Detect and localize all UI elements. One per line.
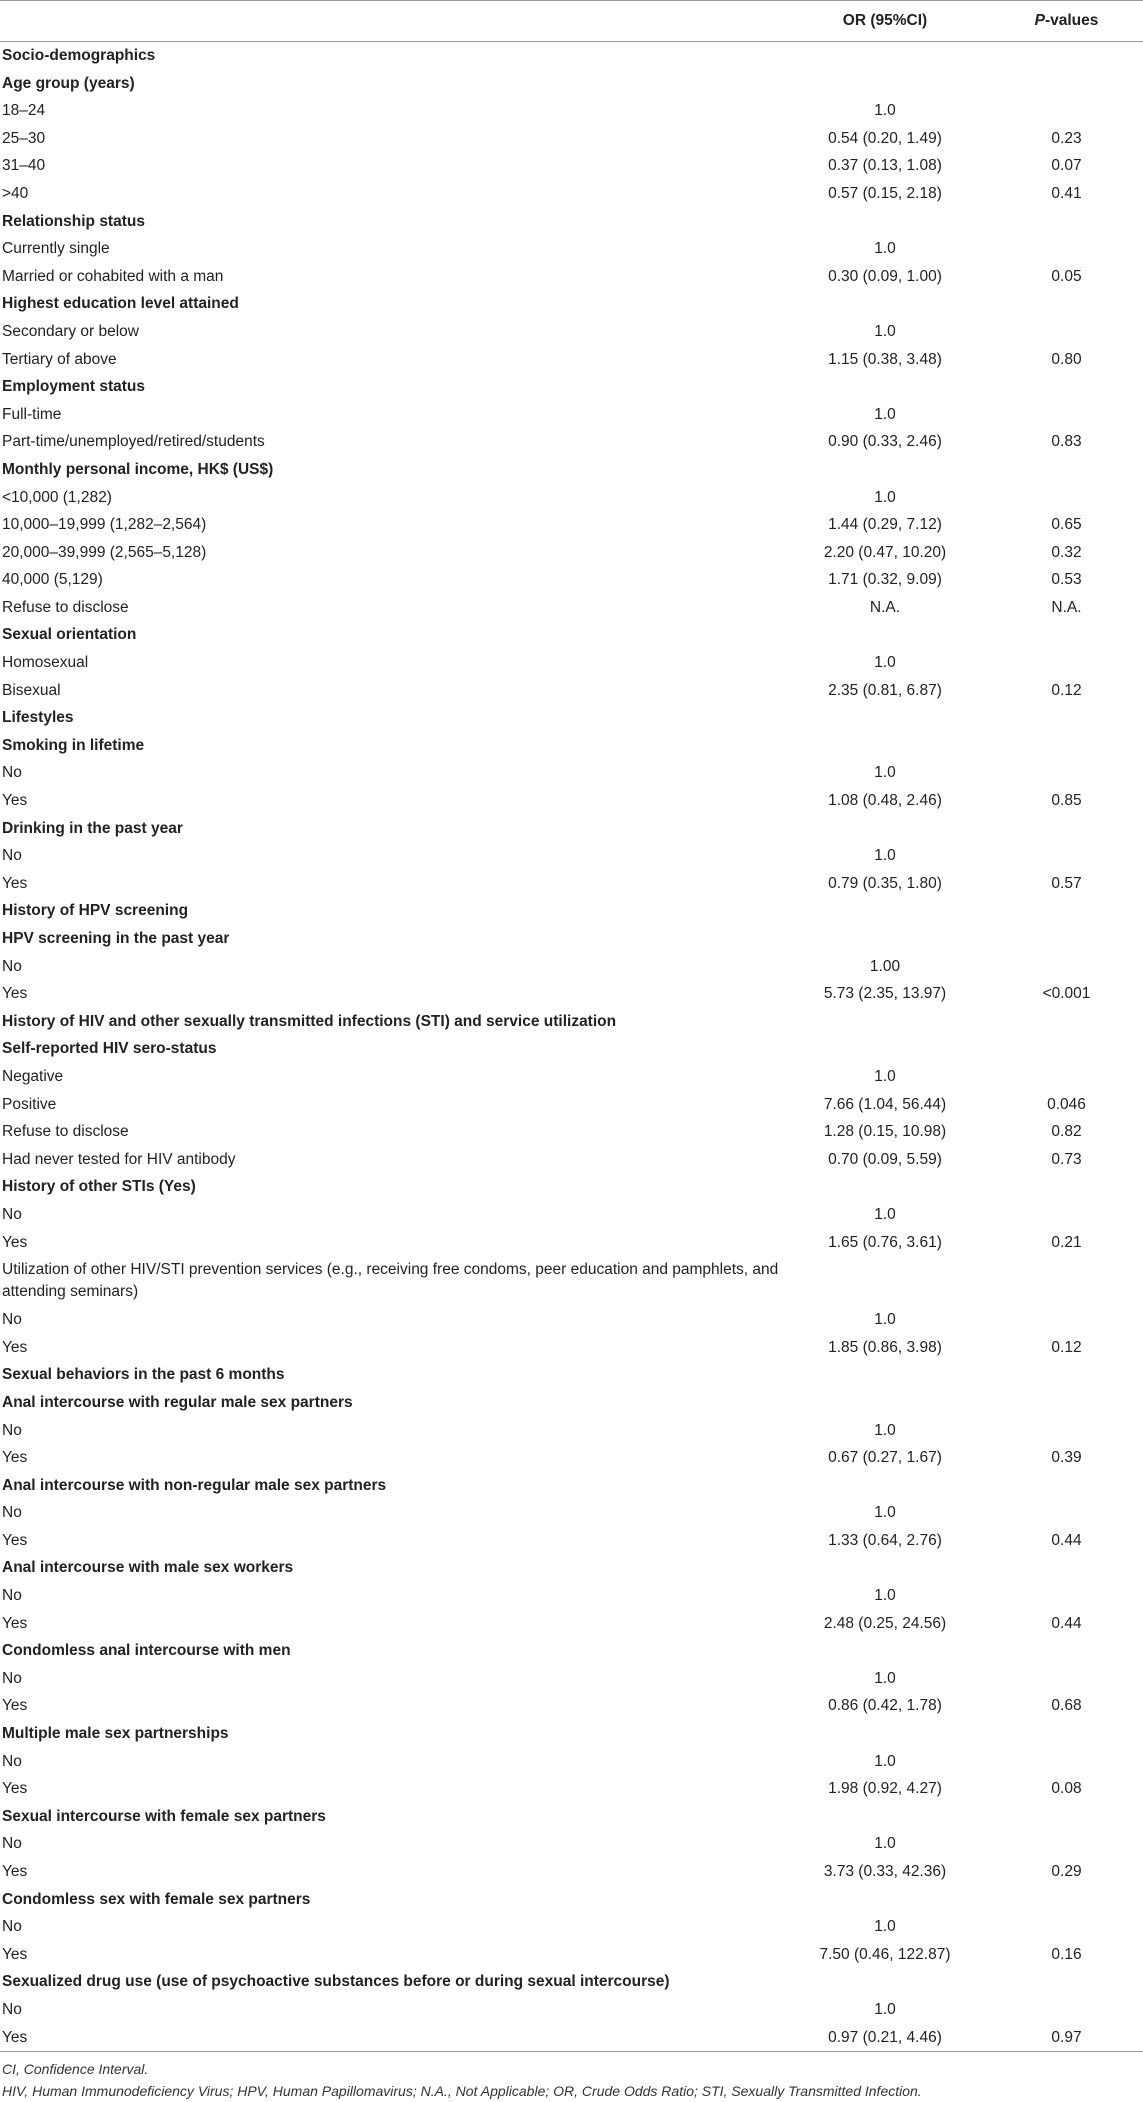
odds-ratio-cell: [780, 1968, 990, 1996]
odds-ratio-cell: 1.44 (0.29, 7.12): [828, 516, 942, 534]
row-label: 18–24: [2, 102, 46, 120]
odds-ratio-cell: 1.15 (0.38, 3.48): [828, 350, 942, 368]
p-value-cell: [990, 1201, 1143, 1229]
variable-heading-row: [0, 70, 1143, 98]
p-value-cell: [990, 759, 1143, 787]
variable-heading-row: [0, 1637, 1143, 1665]
odds-ratio-cell: 1.0: [874, 1669, 896, 1687]
table-row: [0, 1499, 1143, 1527]
table-row: [0, 1692, 1143, 1720]
odds-ratio-cell: [780, 1256, 990, 1306]
table-row: [0, 1306, 1143, 1334]
section-heading-row: [0, 704, 1143, 732]
row-label: Sexual intercourse with female sex partners: [2, 1807, 326, 1825]
table-row: [0, 1444, 1143, 1472]
variable-heading-row: [0, 925, 1143, 953]
header-blank: [0, 1, 780, 42]
odds-ratio-cell: 1.33 (0.64, 2.76): [828, 1531, 942, 1549]
table-row: [0, 180, 1143, 208]
odds-ratio-cell: [780, 1720, 990, 1748]
odds-ratio-cell: 1.0: [874, 405, 896, 423]
table-row: [0, 1665, 1143, 1693]
odds-ratio-cell: 1.71 (0.32, 9.09): [828, 571, 942, 589]
row-label: Lifestyles: [2, 709, 74, 727]
table-header-row: [0, 1, 1143, 42]
table-row: [0, 1748, 1143, 1776]
footnote-abbreviations: HIV, Human Immunodeficiency Virus; HPV, Human Papillomavirus; N.A., Not Applicable; OR, Crude Odds Ratio; STI, Sexually Transmitted Infection.: [2, 2083, 922, 2100]
p-value-cell: 0.80: [1051, 350, 1082, 368]
odds-ratio-cell: 0.79 (0.35, 1.80): [828, 874, 942, 892]
p-value-cell: [990, 373, 1143, 401]
p-value-cell: 0.05: [1051, 267, 1082, 285]
p-value-cell: 0.23: [1051, 129, 1082, 147]
variable-heading-row: [0, 1173, 1143, 1201]
table-row: [0, 152, 1143, 180]
p-value-cell: [990, 1913, 1143, 1941]
row-label: Anal intercourse with regular male sex partners: [2, 1393, 353, 1411]
p-value-cell: 0.07: [1051, 157, 1082, 175]
odds-ratio-cell: 1.08 (0.48, 2.46): [828, 792, 942, 810]
row-label: Yes: [2, 985, 28, 1003]
variable-heading-row: [0, 208, 1143, 236]
row-label: Anal intercourse with non-regular male sex partners: [2, 1476, 387, 1494]
row-label: Highest education level attained: [2, 295, 239, 313]
row-label: HPV screening in the past year: [2, 930, 230, 947]
row-label: No: [2, 1311, 22, 1329]
table-row: [0, 1063, 1143, 1091]
row-label: Self-reported HIV sero-status: [2, 1040, 217, 1058]
p-value-cell: [990, 1637, 1143, 1665]
p-value-cell: 0.44: [1051, 1614, 1082, 1632]
p-value-cell: [990, 1996, 1143, 2024]
section-heading-row: [0, 42, 1143, 70]
odds-ratio-cell: 1.0: [874, 2000, 896, 2018]
row-label: 40,000 (5,129): [2, 571, 103, 589]
row-label: Positive: [2, 1095, 57, 1113]
header-or: OR (95%CI): [780, 1, 990, 42]
odds-ratio-cell: 1.98 (0.92, 4.27): [828, 1780, 942, 1798]
table-row: [0, 1830, 1143, 1858]
variable-heading-row: [0, 1389, 1143, 1417]
row-label: Yes: [2, 1233, 28, 1251]
row-label: >40: [2, 184, 29, 202]
p-value-cell: N.A.: [1051, 598, 1082, 616]
p-value-cell: 0.83: [1051, 433, 1082, 451]
row-label: Refuse to disclose: [2, 1123, 129, 1141]
variable-heading-row: [0, 290, 1143, 318]
p-value-cell: 0.29: [1051, 1863, 1082, 1880]
odds-ratio-cell: 1.00: [869, 957, 901, 975]
row-label: Refuse to disclose: [2, 598, 129, 616]
p-value-cell: [990, 925, 1143, 953]
variable-heading-row: [0, 1886, 1143, 1914]
row-label: History of other STIs (Yes): [2, 1178, 196, 1196]
p-value-cell: [990, 897, 1143, 925]
row-label: Yes: [2, 1945, 28, 1963]
p-value-cell: 0.39: [1051, 1449, 1082, 1467]
p-value-cell: [990, 401, 1143, 429]
odds-ratio-cell: [780, 897, 990, 925]
p-value-cell: 0.32: [1051, 543, 1082, 561]
odds-ratio-cell: [780, 290, 990, 318]
row-label: Utilization of other HIV/STI prevention services (e.g., receiving free condoms, peer education and pamphlets, and attending seminars): [2, 1261, 779, 1301]
odds-ratio-cell: [780, 925, 990, 953]
p-value-cell: [990, 484, 1143, 512]
p-value-cell: 0.44: [1051, 1531, 1082, 1549]
row-label: No: [2, 1835, 22, 1853]
table-row: [0, 318, 1143, 346]
odds-ratio-cell: 1.0: [874, 1752, 896, 1770]
odds-ratio-cell: [780, 373, 990, 401]
p-value-cell: [990, 621, 1143, 649]
section-heading-row: [0, 1008, 1143, 1036]
p-value-cell: 0.12: [1051, 1338, 1082, 1356]
odds-ratio-cell: [780, 42, 990, 70]
row-label: 20,000–39,999 (2,565–5,128): [2, 543, 207, 561]
odds-ratio-cell: [780, 208, 990, 236]
odds-ratio-cell: 3.73 (0.33, 42.36): [823, 1863, 947, 1880]
row-label: No: [2, 1421, 22, 1439]
table-row: [0, 1775, 1143, 1803]
table-row: [0, 1527, 1143, 1555]
odds-ratio-cell: 7.66 (1.04, 56.44): [823, 1095, 947, 1113]
odds-ratio-cell: 0.30 (0.09, 1.00): [828, 267, 942, 285]
variable-heading-row: [0, 1554, 1143, 1582]
odds-ratio-cell: [780, 1035, 990, 1063]
p-value-cell: 0.08: [1051, 1780, 1082, 1798]
odds-ratio-cell: [780, 815, 990, 843]
row-label: Secondary or below: [2, 322, 139, 340]
row-label: History of HIV and other sexually transmitted infections (STI) and service utilization: [2, 1012, 617, 1030]
table-row: [0, 511, 1143, 539]
p-value-cell: [990, 1306, 1143, 1334]
p-value-cell: [990, 97, 1143, 125]
odds-ratio-cell: 0.70 (0.09, 5.59): [828, 1150, 942, 1168]
p-value-cell: [990, 842, 1143, 870]
p-value-cell: [990, 1886, 1143, 1914]
p-value-cell: [990, 732, 1143, 760]
p-value-cell: 0.57: [1051, 874, 1082, 892]
p-value-cell: 0.68: [1051, 1697, 1082, 1715]
table-row: [0, 677, 1143, 705]
p-value-cell: <0.001: [1042, 985, 1091, 1003]
table-row: [0, 1417, 1143, 1445]
odds-ratio-cell: 2.35 (0.81, 6.87): [828, 681, 942, 699]
section-heading-row: [0, 897, 1143, 925]
row-label: Sexualized drug use (use of psychoactive substances before or during sexual intercourse): [2, 1973, 670, 1991]
odds-ratio-cell: [780, 1173, 990, 1201]
table-row: [0, 1091, 1143, 1119]
row-label: Yes: [2, 874, 28, 892]
row-label: Socio-demographics: [2, 47, 156, 64]
variable-heading-row: [0, 373, 1143, 401]
row-label: Married or cohabited with a man: [2, 267, 224, 285]
variable-heading-row: [0, 1968, 1143, 1996]
p-value-cell: [990, 1499, 1143, 1527]
table-row: [0, 1582, 1143, 1610]
table-body: [0, 42, 1143, 2052]
row-label: 31–40: [2, 157, 46, 175]
odds-ratio-cell: [780, 1361, 990, 1389]
p-value-cell: [990, 1008, 1143, 1036]
odds-ratio-cell: [780, 704, 990, 732]
p-value-cell: [990, 815, 1143, 843]
row-label: Yes: [2, 1697, 28, 1715]
row-label: <10,000 (1,282): [2, 488, 112, 506]
row-label: Yes: [2, 1449, 28, 1467]
odds-ratio-cell: 1.0: [874, 654, 896, 672]
odds-ratio-cell: [780, 1472, 990, 1500]
row-label: No: [2, 1587, 22, 1605]
row-label: Employment status: [2, 378, 145, 396]
row-label: Relationship status: [2, 212, 145, 230]
p-value-cell: 0.73: [1051, 1150, 1082, 1168]
row-label: Yes: [2, 1338, 28, 1356]
table-row: [0, 759, 1143, 787]
variable-heading-row: [0, 1803, 1143, 1831]
row-label: Bisexual: [2, 681, 61, 699]
row-label: Yes: [2, 1531, 28, 1549]
p-value-cell: [990, 318, 1143, 346]
row-label: Yes: [2, 792, 28, 810]
table-row: [0, 125, 1143, 153]
p-value-cell: [990, 1063, 1143, 1091]
p-value-cell: 0.12: [1051, 681, 1082, 699]
table-row: [0, 1334, 1143, 1362]
row-label: No: [2, 1504, 22, 1522]
p-value-cell: [990, 1968, 1143, 1996]
p-value-cell: [990, 1361, 1143, 1389]
row-label: Had never tested for HIV antibody: [2, 1150, 236, 1168]
p-value-cell: [990, 953, 1143, 981]
odds-ratio-cell: 1.0: [874, 102, 896, 120]
row-label: No: [2, 957, 22, 975]
odds-ratio-cell: [780, 621, 990, 649]
p-value-cell: [990, 1035, 1143, 1063]
variable-heading-row: [0, 732, 1143, 760]
odds-ratio-cell: 7.50 (0.46, 122.87): [819, 1945, 951, 1963]
table-row: [0, 346, 1143, 374]
p-value-cell: [990, 235, 1143, 263]
row-label: Age group (years): [2, 74, 135, 92]
p-value-cell: 0.97: [990, 2024, 1143, 2052]
row-label: Drinking in the past year: [2, 819, 183, 837]
table-row: [0, 1118, 1143, 1146]
variable-heading-row: [0, 1035, 1143, 1063]
p-value-cell: 0.65: [1051, 516, 1082, 534]
p-value-cell: 0.41: [1051, 184, 1082, 202]
table-row: [0, 1996, 1143, 2024]
variable-heading-row: [0, 456, 1143, 484]
odds-ratio-cell: 1.0: [874, 1587, 896, 1605]
odds-ratio-cell: 1.0: [874, 847, 896, 865]
p-value-cell: [990, 70, 1143, 98]
odds-ratio-cell: 5.73 (2.35, 13.97): [823, 985, 947, 1003]
table-row: [0, 1858, 1143, 1886]
table-row: [0, 235, 1143, 263]
odds-ratio-cell: 1.0: [874, 1067, 896, 1085]
row-label: Negative: [2, 1067, 64, 1085]
table-row: [0, 1201, 1143, 1229]
variable-heading-row: [0, 1472, 1143, 1500]
odds-ratio-cell: 0.67 (0.27, 1.67): [828, 1449, 942, 1467]
row-label: Homosexual: [2, 654, 89, 672]
variable-heading-row: [0, 621, 1143, 649]
p-value-cell: 0.53: [1051, 571, 1082, 589]
row-label: No: [2, 1669, 22, 1687]
row-label: Multiple male sex partnerships: [2, 1725, 229, 1743]
p-value-cell: [990, 1173, 1143, 1201]
p-value-cell: [990, 1830, 1143, 1858]
p-value-cell: [990, 1720, 1143, 1748]
odds-ratio-cell: 1.65 (0.76, 3.61): [828, 1233, 942, 1251]
p-value-cell: [990, 1582, 1143, 1610]
p-value-cell: [990, 1665, 1143, 1693]
p-value-cell: [990, 1748, 1143, 1776]
odds-ratio-cell: [780, 1886, 990, 1914]
row-label: Tertiary of above: [2, 350, 117, 368]
table-row: [0, 2024, 1143, 2052]
row-label: Yes: [2, 1863, 28, 1880]
header-p-italic: P: [1034, 12, 1045, 29]
footnote-ci: CI, Confidence Interval.: [2, 2061, 149, 2078]
row-label: Part-time/unemployed/retired/students: [2, 433, 265, 451]
variable-heading-row: [0, 1720, 1143, 1748]
row-label: Yes: [0, 2024, 780, 2052]
p-value-cell: [990, 1803, 1143, 1831]
odds-ratio-cell: 1.0: [874, 1421, 896, 1439]
header-p-rest: -values: [1044, 12, 1099, 29]
odds-ratio-cell: [780, 1554, 990, 1582]
p-value-cell: [990, 1472, 1143, 1500]
p-value-cell: 0.046: [1047, 1095, 1086, 1113]
row-label: No: [2, 1205, 22, 1223]
row-label: 10,000–19,999 (1,282–2,564): [2, 516, 207, 534]
odds-ratio-cell: 0.37 (0.13, 1.08): [828, 157, 942, 175]
table-row: [0, 842, 1143, 870]
row-label: Anal intercourse with male sex workers: [2, 1559, 294, 1577]
odds-ratio-cell: N.A.: [869, 598, 901, 616]
row-label: Sexual orientation: [2, 626, 137, 644]
variable-heading-row: [0, 1256, 1143, 1306]
row-label: Yes: [2, 1614, 28, 1632]
table-row: [0, 594, 1143, 622]
odds-ratio-cell: [780, 456, 990, 484]
variable-heading-row: [0, 815, 1143, 843]
odds-ratio-cell: 0.90 (0.33, 2.46): [828, 433, 942, 451]
p-value-cell: [990, 649, 1143, 677]
odds-ratio-cell: 1.0: [874, 240, 896, 258]
table-row: [0, 1146, 1143, 1174]
table-row: [0, 870, 1143, 898]
p-value-cell: [990, 290, 1143, 318]
row-label: Full-time: [2, 405, 62, 423]
table-row: [0, 539, 1143, 567]
row-label: No: [2, 847, 22, 865]
odds-ratio-cell: 2.48 (0.25, 24.56): [823, 1614, 947, 1632]
odds-ratio-cell: 0.54 (0.20, 1.49): [828, 129, 942, 147]
odds-ratio-cell: 1.0: [874, 1311, 896, 1329]
p-value-cell: 0.21: [1051, 1233, 1082, 1251]
row-label: Yes: [2, 1780, 28, 1798]
table-row: [0, 484, 1143, 512]
odds-ratio-cell: 0.86 (0.42, 1.78): [828, 1697, 942, 1715]
odds-ratio-cell: 0.57 (0.15, 2.18): [828, 184, 942, 202]
odds-ratio-cell: 1.0: [874, 1205, 896, 1223]
table-row: [0, 953, 1143, 981]
row-label: 25–30: [2, 129, 46, 147]
table-row: [0, 97, 1143, 125]
odds-ratio-cell: [780, 1803, 990, 1831]
odds-ratio-cell: [780, 1008, 990, 1036]
row-label: No: [2, 2000, 22, 2018]
table-row: [0, 263, 1143, 291]
row-label: No: [2, 1752, 22, 1770]
row-label: No: [2, 1918, 22, 1936]
odds-ratio-cell: 1.0: [874, 322, 896, 340]
row-label: Sexual behaviors in the past 6 months: [2, 1366, 285, 1384]
table-row: [0, 1913, 1143, 1941]
row-label: No: [2, 764, 22, 782]
odds-ratio-cell: 1.85 (0.86, 3.98): [828, 1338, 942, 1356]
table-row: [0, 980, 1143, 1008]
row-label: Smoking in lifetime: [2, 736, 145, 754]
p-value-cell: [990, 1389, 1143, 1417]
p-value-cell: 0.82: [1051, 1123, 1082, 1141]
p-value-cell: [990, 456, 1143, 484]
odds-ratio-cell: [780, 732, 990, 760]
p-value-cell: [990, 1554, 1143, 1582]
p-value-cell: [990, 704, 1143, 732]
odds-ratio-cell: [780, 1637, 990, 1665]
odds-ratio-cell: 0.97 (0.21, 4.46): [780, 2024, 990, 2052]
table-row: [0, 428, 1143, 456]
odds-ratio-cell: 1.0: [874, 1835, 896, 1853]
table-row: [0, 1229, 1143, 1257]
section-heading-row: [0, 1361, 1143, 1389]
p-value-cell: [990, 208, 1143, 236]
table-row: [0, 566, 1143, 594]
row-label: History of HPV screening: [2, 902, 189, 920]
table-row: [0, 401, 1143, 429]
p-value-cell: 0.85: [1051, 792, 1082, 810]
table-row: [0, 787, 1143, 815]
p-value-cell: 0.16: [1051, 1945, 1082, 1963]
odds-ratio-cell: 2.20 (0.47, 10.20): [823, 543, 947, 561]
odds-ratio-cell: 1.28 (0.15, 10.98): [823, 1123, 947, 1141]
row-label: Currently single: [2, 240, 110, 258]
row-label: Monthly personal income, HK$ (US$): [2, 460, 274, 478]
p-value-cell: [990, 1417, 1143, 1445]
p-value-cell: [990, 42, 1143, 70]
odds-ratio-cell: 1.0: [874, 1504, 896, 1522]
table-row: [0, 649, 1143, 677]
odds-ratio-cell: [780, 1389, 990, 1417]
table-row: [0, 1610, 1143, 1638]
odds-ratio-cell: 1.0: [874, 488, 896, 506]
row-label: Condomless anal intercourse with men: [2, 1642, 291, 1660]
row-label: Condomless sex with female sex partners: [2, 1890, 311, 1908]
odds-ratio-cell: 1.0: [874, 764, 896, 782]
odds-ratio-cell: [780, 70, 990, 98]
table-row: [0, 1941, 1143, 1969]
p-value-cell: [990, 1256, 1143, 1306]
header-p-values: [990, 1, 1143, 42]
odds-ratio-cell: 1.0: [874, 1918, 896, 1936]
